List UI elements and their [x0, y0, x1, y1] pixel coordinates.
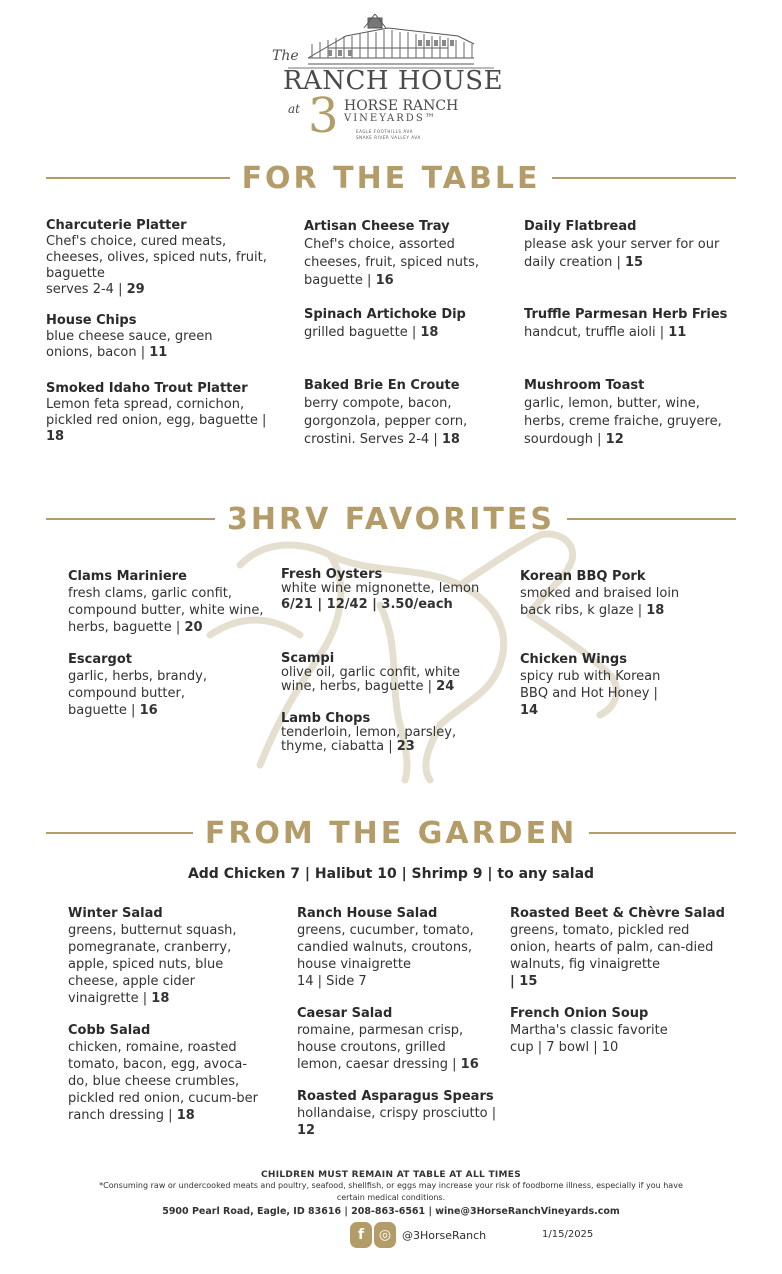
- item-price: 20: [184, 620, 203, 635]
- menu-item-winter-salad: [68, 905, 268, 1007]
- menu-item-korean-bbq-pork: [520, 568, 700, 619]
- menu-item-scampi: [281, 652, 481, 694]
- item-price: 11: [668, 325, 687, 340]
- item-price: 11: [149, 345, 168, 360]
- item-desc: romaine, parmesan crisp, house croutons, grilled lemon, caesar dressing |: [297, 1023, 464, 1072]
- item-price: 12: [605, 432, 624, 447]
- ranch-house-building-icon: [268, 14, 514, 74]
- section-title: FROM THE GARDEN: [204, 815, 578, 851]
- item-serves: serves 2-4 |: [46, 282, 123, 297]
- restaurant-logo: [268, 14, 514, 148]
- item-desc: Chef's choice, cured meats, cheeses, olives, spiced nuts, fruit, baguette: [46, 234, 267, 281]
- item-price: 18: [176, 1108, 195, 1123]
- item-desc: garlic, lemon, butter, wine, herbs, creme fraiche, gruyere, sourdough |: [524, 396, 722, 447]
- item-price: | 15: [510, 974, 538, 989]
- item-name: Escargot: [68, 652, 132, 667]
- item-price: 18: [646, 603, 665, 618]
- item-name: Chicken Wings: [520, 652, 627, 667]
- logo-horse-ranch: HORSE RANCH: [344, 98, 459, 114]
- item-price: 18: [420, 325, 439, 340]
- item-price: 18: [441, 432, 460, 447]
- divider-line: [46, 832, 193, 834]
- item-desc: greens, tomato, pickled red onion, hearts of palm, can-died walnuts, fig vinaigrette: [510, 923, 714, 972]
- item-price: 16: [375, 273, 394, 288]
- item-price: 14: [520, 703, 539, 718]
- menu-item-house-chips: [46, 313, 246, 361]
- item-desc: tenderloin, lemon, parsley, thyme, ciabatta |: [281, 725, 457, 754]
- logo-ava-eagle: EAGLE FOOTHILLS AVA: [356, 129, 413, 134]
- item-name: Caesar Salad: [297, 1006, 393, 1021]
- item-desc: greens, butternut squash, pomegranate, cranberry, apple, spiced nuts, blue cheese, apple cider vinaigrette |: [68, 923, 237, 1006]
- item-name: Winter Salad: [68, 906, 163, 921]
- item-desc: grilled baguette |: [304, 325, 417, 340]
- item-price: 6/21 | 12/42 | 3.50/each: [281, 597, 453, 612]
- item-price: 16: [460, 1057, 479, 1072]
- logo-the: The: [272, 48, 299, 64]
- contact-address: 5900 Pearl Road, Eagle, ID 83616 | 208-863-6561 | wine@3HorseRanchVineyards.com: [162, 1206, 620, 1217]
- item-desc: berry compote, bacon, gorgonzola, pepper corn, crostini. Serves 2-4 |: [304, 396, 468, 447]
- logo-three: 3: [308, 88, 339, 144]
- menu-item-charcuterie: [46, 218, 271, 298]
- menu-date: 1/15/2025: [542, 1229, 594, 1240]
- menu-item-beet-salad: [510, 905, 728, 990]
- item-price: 16: [139, 703, 158, 718]
- menu-item-escargot: [68, 651, 228, 719]
- menu-item-clams: [68, 568, 268, 636]
- item-name: Fresh Oysters: [281, 567, 383, 582]
- children-notice: CHILDREN MUST REMAIN AT TABLE AT ALL TIMES: [260, 1170, 522, 1180]
- menu-item-lamb-chops: [281, 712, 471, 754]
- menu-item-chicken-wings: [520, 651, 680, 719]
- menu-item-flatbread: [524, 218, 739, 272]
- item-price: 24: [436, 679, 455, 694]
- item-name: Cobb Salad: [68, 1023, 151, 1038]
- item-price: 14 | Side 7: [297, 974, 367, 989]
- salad-add-on-note: Add Chicken 7 | Halibut 10 | Shrimp 9 | to any salad: [187, 866, 595, 882]
- section-title: FOR THE TABLE: [241, 160, 541, 196]
- item-name: Roasted Asparagus Spears: [297, 1089, 494, 1104]
- item-name: Smoked Idaho Trout Platter: [46, 381, 248, 396]
- item-desc: spicy rub with Korean BBQ and Hot Honey |: [520, 669, 661, 701]
- item-price: cup | 7 bowl | 10: [510, 1040, 619, 1055]
- item-name: Clams Mariniere: [68, 569, 187, 584]
- item-price: 12: [297, 1123, 316, 1138]
- logo-at: at: [288, 102, 300, 116]
- menu-item-oysters: [281, 568, 481, 614]
- menu-item-spinach-dip: [304, 306, 504, 342]
- item-price: 18: [46, 429, 65, 444]
- section-title: 3HRV FAVORITES: [227, 501, 555, 537]
- logo-ava-snake: SNAKE RIVER VALLEY AVA: [356, 135, 421, 140]
- section-header-for-the-table: [46, 158, 736, 198]
- item-desc: garlic, herbs, brandy, compound butter, baguette |: [68, 669, 207, 718]
- item-name: Ranch House Salad: [297, 906, 438, 921]
- item-name: Charcuterie Platter: [46, 218, 187, 233]
- item-desc: Lemon feta spread, cornichon, pickled red onion, egg, baguette |: [46, 397, 267, 428]
- menu-item-cobb-salad: [68, 1022, 258, 1124]
- item-desc: hollandaise, crispy prosciutto |: [297, 1106, 497, 1121]
- food-safety-disclaimer: *Consuming raw or undercooked meats and poultry, seafood, shellfish, or eggs may increase your risk of foodborne illness, especially if you have certain medical conditions.: [99, 1181, 683, 1202]
- item-desc: chicken, romaine, roasted tomato, bacon, egg, avoca-do, blue cheese crumbles, pickled red onion, cucum-ber ranch dressing |: [68, 1040, 258, 1123]
- divider-line: [46, 518, 215, 520]
- menu-item-cheese-tray: [304, 218, 494, 290]
- item-desc: fresh clams, garlic confit, compound butter, white wine, herbs, baguette |: [68, 586, 264, 635]
- menu-item-asparagus: [297, 1088, 507, 1139]
- logo-vineyards: VINEYARDS™: [344, 113, 437, 124]
- item-price: 23: [396, 739, 415, 754]
- item-desc: smoked and braised loin back ribs, k glaze |: [520, 586, 680, 618]
- item-name: Roasted Beet & Chèvre Salad: [510, 906, 725, 921]
- item-name: Mushroom Toast: [524, 378, 645, 393]
- item-desc: Martha's classic favorite: [510, 1023, 668, 1038]
- menu-item-truffle-fries: [524, 306, 754, 342]
- item-name: Truffle Parmesan Herb Fries: [524, 307, 728, 322]
- item-desc: please ask your server for our daily creation |: [524, 237, 720, 270]
- item-desc: blue cheese sauce, green onions, bacon |: [46, 329, 213, 360]
- item-desc: white wine mignonette, lemon: [281, 581, 480, 596]
- instagram-icon[interactable]: ◎: [374, 1222, 396, 1248]
- logo-name: RANCH HOUSE: [282, 66, 504, 96]
- divider-line: [589, 832, 736, 834]
- item-desc: Chef's choice, assorted cheeses, fruit, spiced nuts, baguette |: [304, 237, 479, 288]
- item-price: 15: [625, 255, 644, 270]
- menu-item-baked-brie: [304, 377, 494, 449]
- item-name: Artisan Cheese Tray: [304, 219, 450, 234]
- divider-line: [567, 518, 736, 520]
- item-name: Daily Flatbread: [524, 219, 637, 234]
- menu-item-ranch-house-salad: [297, 905, 497, 990]
- item-name: Lamb Chops: [281, 711, 371, 726]
- item-name: French Onion Soup: [510, 1006, 649, 1021]
- divider-line: [552, 177, 736, 179]
- item-name: Spinach Artichoke Dip: [304, 307, 466, 322]
- item-price: 18: [151, 991, 170, 1006]
- item-name: Baked Brie En Croute: [304, 378, 460, 393]
- menu-item-caesar-salad: [297, 1005, 487, 1073]
- section-header-garden: [46, 813, 736, 853]
- menu-item-mushroom-toast: [524, 377, 742, 449]
- social-handle[interactable]: @3HorseRanch: [402, 1229, 487, 1242]
- menu-item-trout-platter: [46, 381, 268, 445]
- item-desc: greens, cucumber, tomato, candied walnuts, croutons, house vinaigrette: [297, 923, 474, 972]
- menu-item-onion-soup: [510, 1005, 710, 1056]
- item-name: Korean BBQ Pork: [520, 569, 646, 584]
- item-name: Scampi: [281, 651, 335, 666]
- item-desc: handcut, truffle aioli |: [524, 325, 665, 340]
- item-name: House Chips: [46, 313, 137, 328]
- facebook-icon[interactable]: f: [350, 1222, 372, 1248]
- item-price: 29: [126, 282, 145, 297]
- item-desc: olive oil, garlic confit, white wine, herbs, baguette |: [281, 665, 460, 694]
- divider-line: [46, 177, 230, 179]
